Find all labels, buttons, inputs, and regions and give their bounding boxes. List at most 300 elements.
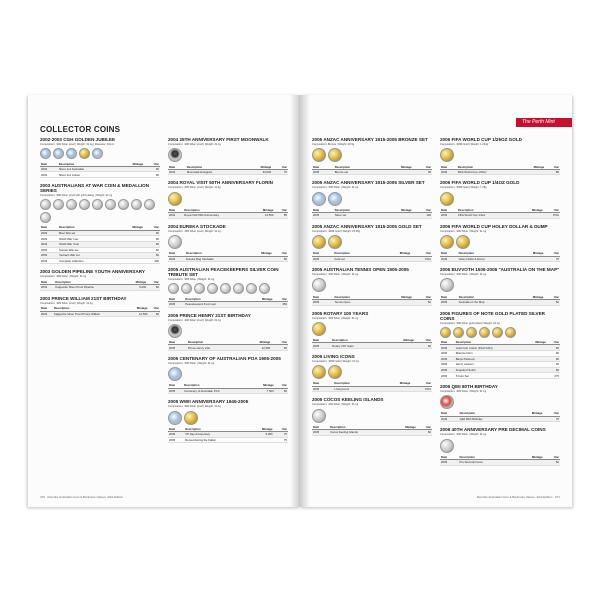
table-cell: FIFA World Cup 1/25oz bbox=[457, 169, 520, 175]
column-header: Date bbox=[168, 427, 184, 432]
table-cell: 60 bbox=[547, 367, 560, 373]
table-cell: 60 bbox=[547, 356, 560, 362]
column-header: Unc bbox=[272, 164, 288, 169]
table-cell: Silver 1oz Colour bbox=[58, 172, 117, 178]
column-header: Description bbox=[457, 164, 520, 169]
coin-images bbox=[440, 395, 560, 409]
coin-entry bbox=[312, 224, 432, 262]
coin-image bbox=[312, 148, 326, 162]
table-row bbox=[440, 460, 560, 466]
entry-meta: Composition: .999 Silver | Weight: 31.1g bbox=[312, 316, 359, 320]
price-table bbox=[440, 340, 560, 379]
open-book bbox=[28, 95, 572, 507]
entry-title: 2006 FIFA WORLD CUP 1/4OZ GOLD bbox=[440, 180, 520, 186]
coin-image bbox=[505, 327, 516, 338]
coin-images bbox=[312, 322, 432, 336]
left-col-2 bbox=[168, 137, 288, 448]
table-row bbox=[440, 416, 560, 422]
column-header: Mintage bbox=[125, 280, 147, 285]
coin-images bbox=[312, 409, 432, 423]
table-cell: 12,500 bbox=[251, 213, 274, 219]
table-row bbox=[168, 345, 288, 351]
column-header: Unc bbox=[149, 306, 161, 311]
column-header: Unc bbox=[413, 164, 432, 169]
coin-image bbox=[181, 283, 192, 294]
table-cell: World War II set bbox=[58, 241, 116, 247]
entry-title: 2003 PRINCE WILLIAM 21ST BIRTHDAY bbox=[40, 295, 127, 301]
table-cell: 2003 bbox=[40, 285, 54, 291]
table-cell: 2005 bbox=[168, 432, 184, 438]
coin-image bbox=[312, 409, 326, 423]
column-header: Description bbox=[58, 225, 116, 230]
column-header: Date bbox=[440, 411, 459, 416]
column-header: Unc bbox=[543, 411, 560, 416]
price-table bbox=[440, 294, 560, 305]
coin-image bbox=[168, 283, 179, 294]
coin-image bbox=[440, 192, 454, 206]
entry-meta: Composition: .999 Silver | Weight: 31.1g bbox=[168, 361, 215, 365]
entry-meta: Composition: .999 Silver gold plated | Weight: 31.1g bbox=[440, 321, 500, 325]
table-cell: 60 bbox=[415, 343, 432, 349]
price-table bbox=[440, 164, 560, 175]
table-row bbox=[312, 430, 432, 436]
table-row bbox=[40, 172, 160, 178]
coin-image bbox=[246, 283, 257, 294]
entry-title: 2005 COCOS KEELING ISLANDS bbox=[312, 397, 384, 403]
coin-image bbox=[168, 411, 182, 425]
entry-title: 2002-2003 CGH GOLDEN JUBILEE bbox=[40, 137, 116, 142]
column-header: Description bbox=[184, 296, 248, 301]
coin-image bbox=[53, 199, 64, 210]
table-cell bbox=[380, 169, 413, 175]
page-number: 271 bbox=[554, 495, 560, 499]
table-cell: QEII 80th Birthday bbox=[459, 416, 515, 422]
table-cell: 60 bbox=[275, 388, 288, 394]
table-row bbox=[168, 256, 288, 262]
coin-images bbox=[168, 283, 288, 294]
table-cell: Cocos Keeling Islands bbox=[329, 430, 391, 436]
table-cell: 75 bbox=[544, 256, 560, 262]
table-row bbox=[168, 388, 288, 394]
coin-image bbox=[207, 283, 218, 294]
column-header: Description bbox=[185, 251, 246, 256]
column-header: Unc bbox=[144, 161, 160, 166]
table-cell: 2006 bbox=[440, 356, 455, 362]
table-cell: 2005 bbox=[168, 388, 183, 394]
table-row bbox=[40, 285, 160, 291]
table-cell: 5,000 bbox=[249, 432, 274, 438]
coin-entry bbox=[168, 224, 288, 262]
column-header: Date bbox=[312, 164, 334, 169]
coin-entry bbox=[440, 180, 560, 218]
table-cell: 2005 bbox=[312, 256, 333, 262]
coin-image bbox=[312, 192, 326, 206]
table-cell bbox=[379, 386, 412, 392]
table-cell: 2006 bbox=[440, 213, 457, 219]
table-cell: 60 bbox=[144, 253, 160, 259]
coin-image bbox=[312, 278, 326, 292]
price-table bbox=[440, 411, 560, 422]
table-cell: 60 bbox=[149, 311, 161, 317]
coin-image bbox=[440, 148, 454, 162]
table-cell: 75 bbox=[274, 432, 288, 438]
price-table bbox=[168, 427, 288, 444]
column-header: Unc bbox=[413, 208, 432, 213]
coin-entry bbox=[40, 137, 160, 178]
coin-image bbox=[440, 235, 454, 249]
price-table bbox=[440, 251, 560, 262]
table-cell bbox=[117, 172, 144, 178]
table-cell: 50 bbox=[273, 256, 288, 262]
table-cell: 2006 bbox=[440, 367, 455, 373]
table-cell: Prince Henry 21st bbox=[187, 345, 243, 351]
table-cell: 2006 bbox=[440, 460, 459, 466]
price-table bbox=[40, 225, 160, 264]
table-cell bbox=[247, 256, 273, 262]
entry-title: 2005 CENTENARY OF AUSTRALIAN POA 1905-2005 bbox=[168, 355, 281, 361]
table-cell: 60 bbox=[147, 285, 160, 291]
column-header: Date bbox=[40, 225, 58, 230]
column-header: Description bbox=[458, 294, 518, 299]
column-header: Date bbox=[312, 208, 334, 213]
column-header: Date bbox=[40, 306, 53, 311]
right-col-2 bbox=[440, 137, 560, 471]
price-table bbox=[312, 381, 432, 392]
column-header: Mintage bbox=[515, 411, 543, 416]
column-header: Mintage bbox=[520, 164, 546, 169]
column-header: Date bbox=[440, 208, 457, 213]
entry-meta: Composition: .999 Silver proof | Weight: 31.1g | Diameter: 40mm bbox=[40, 143, 115, 146]
coin-image bbox=[328, 148, 342, 162]
table-cell bbox=[391, 430, 417, 436]
entry-meta: Composition: .999 Silver | Weight: 31.1g bbox=[312, 186, 359, 190]
table-cell: Australia on the Map bbox=[458, 299, 518, 305]
coin-image bbox=[168, 324, 182, 338]
column-header: Mintage bbox=[247, 251, 273, 256]
table-cell: 2005 bbox=[312, 169, 334, 175]
table-cell: 60 bbox=[547, 362, 560, 368]
column-header: Date bbox=[168, 208, 183, 213]
table-cell bbox=[386, 343, 415, 349]
entry-meta: Composition: .999 Silver | Weight: 31.1g bbox=[440, 273, 487, 277]
table-cell: 2003 bbox=[40, 247, 58, 253]
table-cell: 5,000 bbox=[125, 285, 147, 291]
coin-entry bbox=[168, 137, 288, 175]
table-cell: 2005 bbox=[168, 437, 184, 443]
table-cell: 2005 bbox=[312, 299, 334, 305]
coin-image bbox=[312, 235, 326, 249]
right-page bbox=[300, 95, 572, 507]
table-cell: 12,500 bbox=[242, 345, 271, 351]
column-header: Date bbox=[440, 340, 455, 345]
table-cell: Silver set bbox=[334, 213, 380, 219]
coin-image bbox=[492, 327, 503, 338]
column-header: Description bbox=[455, 340, 525, 345]
table-cell: 60 bbox=[417, 430, 432, 436]
coin-image bbox=[66, 199, 77, 210]
price-table bbox=[168, 340, 288, 351]
coin-entry bbox=[312, 180, 432, 218]
entry-title: 2005 ANZAC ANNIVERSARY 1915-2005 BRONZE SET bbox=[312, 137, 428, 142]
table-cell: 75 bbox=[543, 416, 560, 422]
column-header: Mintage bbox=[518, 251, 545, 256]
coin-entry bbox=[168, 180, 288, 218]
entry-meta: Composition: .999 Silver proof | Weight: 31.1g bbox=[40, 301, 93, 305]
column-header: Description bbox=[459, 455, 516, 460]
right-col-1 bbox=[312, 137, 432, 441]
column-header: Date bbox=[168, 296, 184, 301]
table-cell: POA bbox=[544, 213, 560, 219]
table-cell: Kingsford Smith bbox=[455, 367, 525, 373]
coin-image bbox=[131, 199, 142, 210]
table-row bbox=[312, 169, 432, 175]
table-cell bbox=[520, 169, 546, 175]
column-header: Unc bbox=[417, 425, 432, 430]
coin-images bbox=[168, 235, 288, 249]
table-row bbox=[440, 256, 560, 262]
coin-image bbox=[440, 395, 454, 409]
table-cell: 2006 bbox=[440, 169, 457, 175]
coin-image bbox=[259, 283, 270, 294]
price-table bbox=[168, 208, 288, 219]
left-page bbox=[28, 95, 300, 507]
price-table bbox=[440, 455, 560, 466]
column-header: Description bbox=[184, 427, 248, 432]
table-cell: 2002 bbox=[40, 172, 58, 178]
column-header: Description bbox=[58, 161, 117, 166]
coin-images bbox=[440, 327, 560, 338]
coin-images bbox=[440, 192, 560, 206]
table-cell: 60 bbox=[144, 166, 160, 172]
coin-entry bbox=[40, 269, 160, 290]
entry-title: 2005 LIVING ICONS bbox=[312, 353, 355, 359]
column-header: Description bbox=[457, 208, 518, 213]
table-cell: 60 bbox=[144, 241, 160, 247]
table-row bbox=[312, 256, 432, 262]
table-cell: Gold Coin Cotton (Perth Mint) bbox=[455, 345, 525, 351]
coin-images bbox=[168, 411, 288, 425]
entry-meta: Composition: Bronze | Weight: 28.3g bbox=[312, 143, 355, 146]
table-cell: 2003 bbox=[40, 311, 53, 317]
column-header: Date bbox=[40, 161, 58, 166]
coin-image bbox=[66, 148, 77, 159]
table-cell: 2006 bbox=[440, 350, 455, 356]
table-row bbox=[312, 343, 432, 349]
table-cell: 12,500 bbox=[129, 311, 149, 317]
price-table bbox=[40, 306, 160, 317]
entry-title: 2005 ANZAC ANNIVERSARY 1915-2005 SILVER SET bbox=[312, 180, 425, 186]
column-header: Date bbox=[312, 425, 329, 430]
page-number: 270 bbox=[40, 495, 46, 499]
entry-meta: Composition: .999 Silver | Weight: 31.1g bbox=[440, 433, 487, 437]
table-cell: Eureka Flag Stockade bbox=[185, 256, 246, 262]
column-header: Unc bbox=[547, 340, 560, 345]
left-col-1 bbox=[40, 137, 160, 322]
entry-title: 2005 AUSTRALIAN TENNIS OPEN 1905-2005 bbox=[312, 267, 409, 273]
entry-meta: Composition: .9999 Gold | Weight: 7.78g bbox=[440, 186, 487, 190]
column-header: Mintage bbox=[249, 296, 274, 301]
price-table bbox=[312, 338, 432, 349]
column-header: Unc bbox=[274, 427, 288, 432]
column-header: Mintage bbox=[379, 251, 412, 256]
entry-title: 2006 FIFA WORLD CUP HOLEY DOLLAR & DUMP bbox=[440, 223, 548, 229]
table-cell bbox=[518, 256, 545, 262]
table-cell: 2004 bbox=[168, 213, 183, 219]
column-header: Unc bbox=[413, 294, 432, 299]
entry-meta: Composition: .999 Silver | Weight: 31.1g bbox=[168, 278, 215, 282]
coin-image bbox=[53, 148, 64, 159]
table-cell: 7,500 bbox=[252, 388, 275, 394]
column-header: Mintage bbox=[245, 164, 272, 169]
price-table bbox=[440, 208, 560, 219]
table-cell: Peacekeepers 8 coin set bbox=[184, 301, 248, 307]
column-header: Unc bbox=[411, 381, 432, 386]
table-cell: Henry Lawson bbox=[455, 362, 525, 368]
table-row bbox=[312, 213, 432, 219]
column-header: Date bbox=[440, 455, 459, 460]
table-cell: 2004 bbox=[168, 256, 185, 262]
column-header: Description bbox=[334, 208, 380, 213]
column-header: Description bbox=[183, 208, 251, 213]
column-header: Date bbox=[312, 294, 334, 299]
column-header: Unc bbox=[545, 164, 560, 169]
table-cell bbox=[380, 213, 413, 219]
entry-title: 2006 40TH ANNIVERSARY PRE DECIMAL COINS bbox=[440, 427, 546, 433]
table-cell: Vietnam War set bbox=[58, 253, 116, 259]
coin-images bbox=[168, 324, 288, 338]
table-cell: Rotary 100 Years bbox=[331, 343, 386, 349]
coin-entry bbox=[312, 267, 432, 305]
entry-title: 2005 ANZAC ANNIVERSARY 1915-2005 GOLD SET bbox=[312, 223, 422, 229]
coin-image bbox=[168, 192, 182, 206]
entry-title: 2005 AUSTRALIAN PEACEKEEPERS SILVER COIN TRIBUTE SET bbox=[168, 267, 279, 278]
table-cell: 350 bbox=[274, 301, 288, 307]
column-header: Mintage bbox=[252, 383, 275, 388]
column-header: Mintage bbox=[251, 208, 274, 213]
table-row bbox=[440, 169, 560, 175]
table-cell: FIFA World Cup 1/4oz bbox=[457, 213, 518, 219]
entry-title: 2006 FIGURES OF NOTE GOLD PLATED SILVER COINS bbox=[440, 310, 545, 321]
entry-title: 2003 GOLDEN PIPELINE YOUTH ANNIVERSARY bbox=[40, 269, 145, 275]
coin-image bbox=[456, 235, 470, 249]
section-banner: The Perth Mint bbox=[516, 118, 572, 127]
table-row bbox=[168, 213, 288, 219]
coin-image bbox=[40, 148, 51, 159]
coin-images bbox=[312, 192, 432, 206]
column-header: Unc bbox=[271, 340, 288, 345]
table-row bbox=[168, 301, 288, 307]
entry-title: 2003 AUSTRALIANS AT WAR COIN & MEDALLION SERIES bbox=[40, 182, 150, 193]
table-cell: 2005 bbox=[312, 213, 334, 219]
entry-title: 2004 ROYAL VISIT 50TH ANNIVERSARY FLORIN bbox=[168, 180, 274, 186]
table-cell: Bronze set bbox=[334, 169, 380, 175]
coin-images bbox=[312, 148, 432, 162]
table-cell: 40,000 bbox=[245, 169, 272, 175]
column-header: Mintage bbox=[518, 208, 544, 213]
column-header: Mintage bbox=[517, 294, 544, 299]
column-header: Unc bbox=[544, 294, 560, 299]
coin-image bbox=[466, 327, 477, 338]
coin-image bbox=[168, 148, 182, 162]
column-header: Unc bbox=[544, 208, 560, 213]
table-cell: Pre Decimal Coins bbox=[459, 460, 516, 466]
entry-meta: Composition: .999 Silver | Weight: 31.1g bbox=[312, 403, 359, 407]
table-cell: 2005 bbox=[312, 430, 329, 436]
price-table bbox=[312, 294, 432, 305]
column-header: Unc bbox=[411, 251, 432, 256]
coin-images bbox=[40, 199, 160, 223]
coin-images bbox=[440, 235, 560, 249]
table-cell: 60 bbox=[547, 350, 560, 356]
table-cell: 2005 bbox=[168, 301, 184, 307]
entry-meta: Composition: .999 Silver | Weight: 31.1g bbox=[440, 229, 487, 233]
coin-image bbox=[328, 192, 342, 206]
coin-images bbox=[40, 148, 160, 159]
entry-title: 2006 BUVVOTH 1506-2006 "AUSTRALIA ON THE MAP" bbox=[440, 267, 560, 273]
coin-image bbox=[440, 327, 451, 338]
column-header: Unc bbox=[275, 383, 288, 388]
column-header: Date bbox=[440, 294, 458, 299]
table-cell bbox=[518, 213, 544, 219]
coin-entry bbox=[440, 427, 560, 465]
table-cell: 300 bbox=[144, 258, 160, 264]
column-header: Mintage bbox=[380, 208, 413, 213]
column-header: Mintage bbox=[379, 381, 412, 386]
coin-entry bbox=[312, 397, 432, 435]
price-table bbox=[312, 251, 432, 262]
coin-image bbox=[312, 365, 326, 379]
entry-title: 2004 25TH ANNIVERSARY FIRST MOONWALK bbox=[168, 137, 269, 142]
entry-meta: Composition: .9999 Gold | Weight: 1.244g bbox=[440, 143, 489, 146]
coin-image bbox=[194, 283, 205, 294]
table-cell: 5 Coin Set bbox=[455, 373, 525, 379]
table-cell: 60 bbox=[413, 299, 432, 305]
coin-image bbox=[453, 327, 464, 338]
table-cell: Kalgoorlie Silver Proof Prince William bbox=[53, 311, 129, 317]
coin-entry bbox=[440, 267, 560, 305]
column-header: Unc bbox=[544, 455, 560, 460]
coin-entry bbox=[312, 137, 432, 175]
table-row bbox=[40, 258, 160, 264]
coin-entry bbox=[312, 311, 432, 349]
column-header: Unc bbox=[415, 338, 432, 343]
table-cell: 2005 bbox=[312, 343, 331, 349]
coin-entry bbox=[440, 224, 560, 262]
table-cell: 2006 bbox=[440, 299, 458, 305]
table-cell: 2006 bbox=[440, 345, 455, 351]
footer-text: Renniks Australian Coin & Banknote Values, 33rd Edition bbox=[476, 495, 553, 499]
table-row bbox=[168, 169, 288, 175]
coin-image bbox=[312, 322, 326, 336]
table-cell bbox=[380, 299, 413, 305]
column-header: Mintage bbox=[391, 425, 417, 430]
price-table bbox=[312, 208, 432, 219]
table-cell: 75 bbox=[274, 437, 288, 443]
table-cell: World War I set bbox=[58, 236, 116, 242]
column-header: Date bbox=[168, 383, 183, 388]
price-table bbox=[312, 164, 432, 175]
table-cell bbox=[515, 460, 543, 466]
column-header: Mintage bbox=[524, 340, 547, 345]
table-cell: Kalgoorlie Silver Proof Pipeline bbox=[54, 285, 125, 291]
column-header: Unc bbox=[147, 280, 160, 285]
table-cell: Living Icons bbox=[333, 386, 378, 392]
column-header: Mintage bbox=[515, 455, 543, 460]
table-row bbox=[440, 213, 560, 219]
coin-image bbox=[440, 278, 454, 292]
coin-image bbox=[144, 199, 155, 210]
entry-title: 2005 WWII ANNIVERSARY 1945-2005 bbox=[168, 399, 249, 405]
